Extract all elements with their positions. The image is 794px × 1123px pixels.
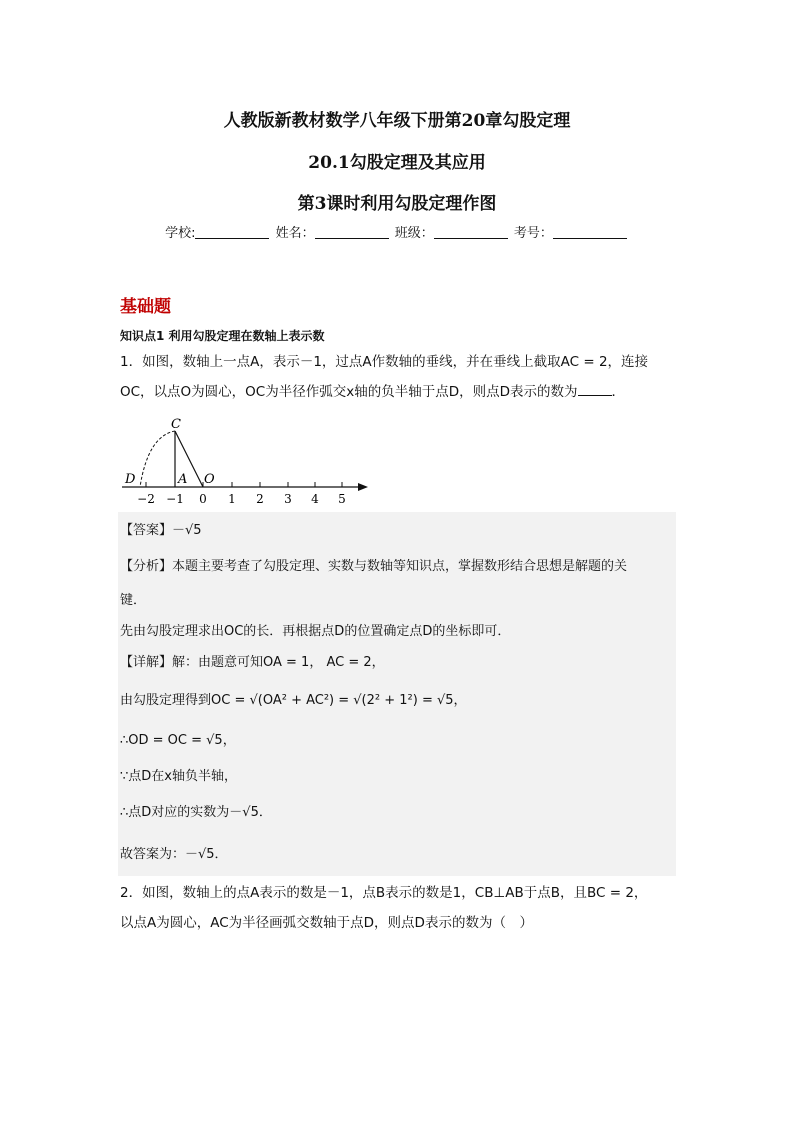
analysis-line-2: 键．: [120, 593, 147, 608]
point-label-o: O: [204, 472, 215, 487]
detail-line-1: 【详解】解：由题意可知OA = 1， AC = 2，: [120, 655, 385, 670]
point-label-a: A: [178, 472, 188, 487]
tick-label: 3: [284, 492, 292, 506]
question-1-line-2-text: OC，以点O为圆心，OC为半径作弧交x轴的负半轴于点D，则点D表示的数为: [120, 384, 578, 400]
question-1: [120, 347, 680, 407]
detail-line-2: 由勾股定理得到OC = √(OA² + AC²) = √(2² + 1²) = √5，: [120, 693, 467, 708]
question-2-line-1: 2．如图，数轴上的点A表示的数是－1，点B表示的数是1，CB⊥AB于点B，且BC = 2，: [120, 885, 648, 901]
class-label: 班级：: [394, 226, 434, 241]
section-heading: 20.1勾股定理及其应用: [308, 153, 486, 173]
answer-line: 【答案】－√5: [120, 523, 202, 538]
number-label: 考号：: [513, 226, 553, 241]
question-2: [120, 878, 680, 938]
tick-label: 4: [311, 492, 319, 506]
tick-label: 5: [338, 492, 346, 506]
tick-label: 2: [256, 492, 264, 506]
detail-line-6: 故答案为：－√5．: [120, 847, 228, 862]
tick-label: 0: [199, 492, 207, 506]
dashed-arc: [140, 431, 175, 487]
document-title: 人教版新教材数学八年级下册第20章勾股定理: [223, 111, 571, 131]
class-field[interactable]: [434, 225, 508, 239]
analysis-line-1: 【分析】本题主要考查了勾股定理、实数与数轴等知识点，掌握数形结合思想是解题的关: [120, 559, 628, 574]
student-info-line: [0, 222, 794, 241]
question-1-end: ．: [611, 384, 626, 400]
detail-line-5: ∴点D对应的实数为－√5．: [120, 805, 272, 820]
point-label-d: D: [125, 472, 136, 487]
number-line-figure: [118, 412, 378, 508]
name-field[interactable]: [315, 225, 389, 239]
question-1-line-2: [120, 377, 680, 407]
analysis-line-3: 先由勾股定理求出OC的长．再根据点D的位置确定点D的坐标即可．: [120, 624, 511, 639]
question-2-line-2: 以点A为圆心，AC为半径画弧交数轴于点D，则点D表示的数为（ ）: [120, 915, 533, 931]
tick-label: 1: [228, 492, 236, 506]
x-axis-arrow: [358, 483, 368, 491]
school-field[interactable]: [195, 225, 269, 239]
section-title-basic: 基础题: [120, 297, 171, 317]
tick-label: −2: [137, 492, 155, 506]
name-label: 姓名：: [275, 226, 315, 241]
detail-line-4: ∵点D在x轴负半轴，: [120, 769, 237, 784]
question-1-line-1: 1．如图，数轴上一点A，表示－1，过点A作数轴的垂线，并在垂线上截取AC = 2，连接: [120, 354, 649, 370]
answer-blank[interactable]: [578, 383, 612, 396]
tick-label: −1: [166, 492, 184, 506]
knowledge-point-title: 知识点1 利用勾股定理在数轴上表示数: [120, 329, 325, 343]
school-label: 学校:: [165, 226, 196, 241]
point-label-c: C: [171, 417, 181, 432]
number-field[interactable]: [553, 225, 627, 239]
lesson-heading: 第3课时利用勾股定理作图: [297, 194, 497, 214]
detail-line-3: ∴OD = OC = √5，: [120, 733, 236, 748]
